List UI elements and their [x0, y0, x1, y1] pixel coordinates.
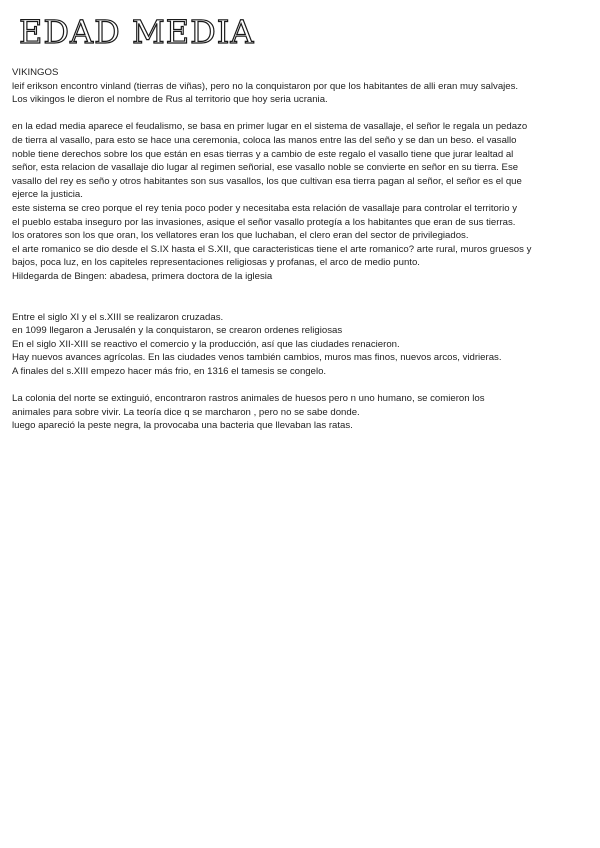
text-line: este sistema se creo porque el rey tenia poco poder y necesitaba esta relación de vasallaje para controlar el territorio y	[12, 202, 518, 214]
text-line: leif erikson encontro vinland (tierras de viñas), pero no la conquistaron por que los habitantes de alli eran muy salvajes.	[12, 80, 519, 92]
text-line: A finales del s.XIII empezo hacer más frio, en 1316 el tamesis se congelo.	[12, 366, 327, 378]
text-line: ejerce la justicia.	[12, 189, 83, 201]
text-line: en la edad media aparece el feudalismo, se basa en primer lugar en el sistema de vasallaje, el señor le regala un pedazo	[12, 121, 528, 133]
text-line: Hildegarda de Bingen: abadesa, primera doctora de la iglesia	[12, 270, 273, 282]
text-line: animales para sobre vivir. La teoría dice q se marcharon , pero no se sabe donde.	[12, 406, 360, 418]
text-line: Hay nuevos avances agrícolas. En las ciudades venos también cambios, muros mas finos, nuevos arcos, vidrieras.	[12, 352, 502, 364]
paragraph-feudalismo	[12, 120, 590, 283]
text-line: bajos, poca luz, en los capiteles representaciones religiosas y profanas, el arco de medio punto.	[12, 257, 420, 269]
text-line: Entre el siglo XI y el s.XIII se realizaron cruzadas.	[12, 311, 224, 323]
document-body	[12, 66, 590, 433]
text-line: el arte romanico se dio desde el S.IX hasta el S.XII, que caracteristicas tiene el arte romanico? arte rural, muros gruesos y	[12, 243, 532, 255]
text-line: de tierra al vasallo, para esto se hace una ceremonia, coloca las manos entre las del seño y se dan un beso. el vasallo	[12, 134, 517, 146]
text-line: luego apareció la peste negra, la provocaba una bacteria que llevaban las ratas.	[12, 420, 353, 432]
page-title: EDAD MEDIA	[19, 13, 255, 51]
paragraph-gap	[12, 107, 590, 121]
text-line: el pueblo estaba inseguro por las invasiones, asique el señor vasallo protegía a los habitantes que eran de sus tierras.	[12, 216, 516, 228]
text-line: La colonia del norte se extinguió, encontraron rastros animales de huesos pero n uno humano, se comieron los	[12, 393, 485, 405]
text-line: Los vikingos le dieron el nombre de Rus al territorio que hoy seria ucrania.	[12, 94, 328, 106]
section-heading-vikingos: VIKINGOS	[12, 67, 59, 78]
paragraph-vikingos	[12, 66, 590, 107]
text-line: noble tiene derechos sobre los que están en esas tierras y a cambio de este regalo el vasallo tiene que jurar lealtad al	[12, 148, 514, 160]
text-line: En el siglo XII-XIII se reactivo el comercio y la producción, así que las ciudades renacieron.	[12, 338, 400, 350]
text-line: en 1099 llegaron a Jerusalén y la conquistaron, se crearon ordenes religiosas	[12, 325, 343, 337]
paragraph-cruzadas	[12, 311, 590, 379]
paragraph-gap	[12, 284, 590, 311]
paragraph-colonia	[12, 392, 590, 433]
text-line: los oratores son los que oran, los vellatores eran los que luchaban, el clero eran del sector de privilegiados.	[12, 230, 469, 242]
text-line: señor, esta relacion de vasallaje dio lugar al regimen señorial, ese vasallo noble se convierte en señor en su tierra. Ese	[12, 162, 519, 174]
paragraph-gap	[12, 379, 590, 393]
text-line: vasallo del rey es seño y otros habitantes son sus vasallos, los que cultivan esa tierra pagan al señor, el señor es el que	[12, 175, 522, 187]
